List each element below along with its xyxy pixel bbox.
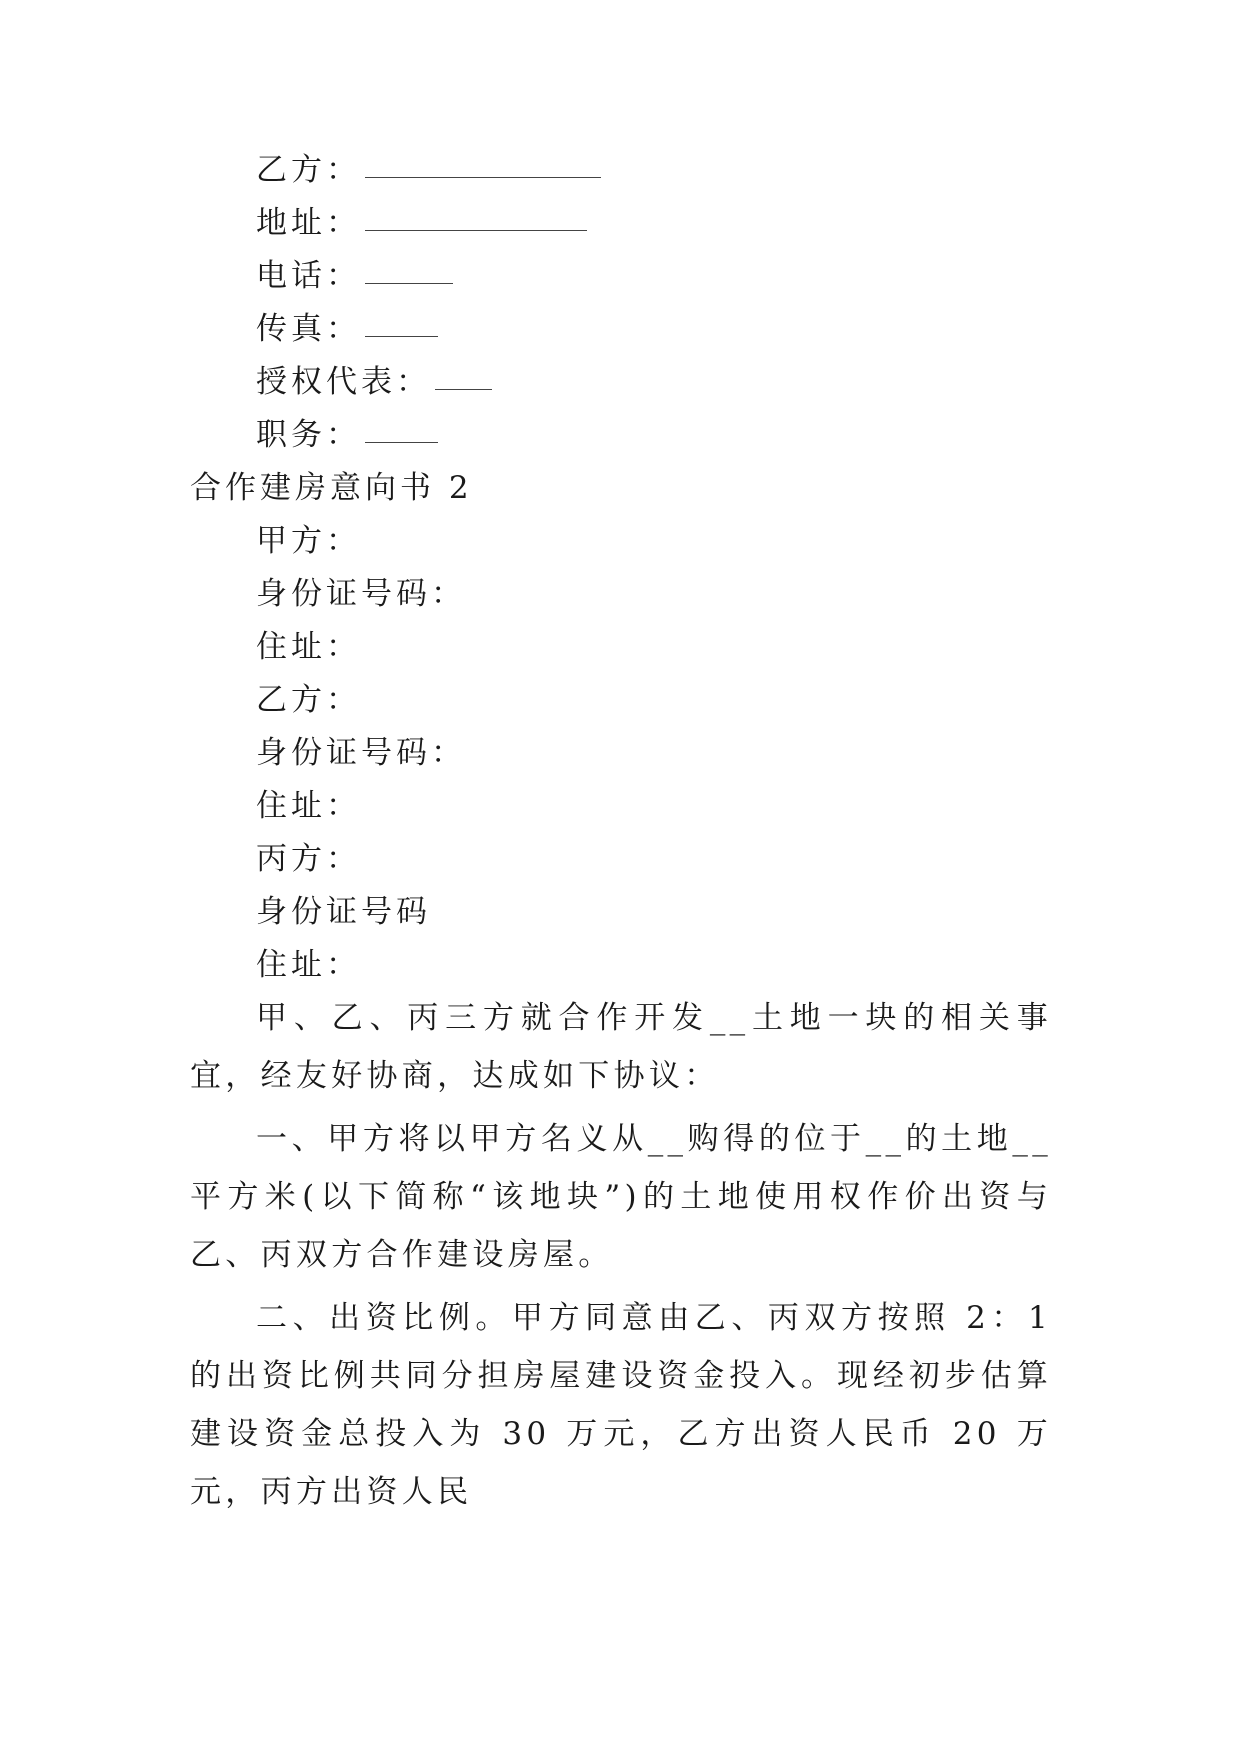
- authorized-rep-line: [256, 362, 492, 402]
- clause-2-paragraph: 二、出资比例。甲方同意由乙、丙双方按照 2：1 的出资比例共同分担房屋建设资金投入。现经初步估算建设资金总投入为 30 万元，乙方出资人民币 20 万元，丙方出资人民: [190, 1300, 1052, 1510]
- party-b-id-label: 身份证号码：: [256, 735, 466, 771]
- party-c-address-label: 住址：: [256, 947, 361, 983]
- position-line: [256, 415, 438, 455]
- position-blank: [365, 441, 438, 443]
- party-b-blank: [365, 176, 601, 178]
- party-a-address-label: 住址：: [256, 629, 361, 665]
- address-line: [256, 203, 587, 243]
- party-b-line: [256, 150, 601, 190]
- fax-blank: [365, 335, 438, 337]
- fax-label: 传真：: [256, 311, 361, 347]
- position-label: 职务：: [256, 417, 361, 453]
- phone-label: 电话：: [256, 258, 361, 294]
- address-label: 地址：: [256, 205, 361, 241]
- section-title: 合作建房意向书 2: [190, 470, 473, 506]
- party-a-label: 甲方：: [256, 523, 361, 559]
- party-b-address-label: 住址：: [256, 788, 361, 824]
- party-b-label-2: 乙方：: [256, 682, 361, 718]
- phone-line: [256, 256, 453, 296]
- fax-line: [256, 309, 438, 349]
- authorized-rep-label: 授权代表：: [256, 364, 431, 400]
- address-blank: [365, 229, 587, 231]
- party-c-id-label: 身份证号码: [256, 894, 431, 930]
- party-b-label: 乙方：: [256, 152, 361, 188]
- party-c-label: 丙方：: [256, 841, 361, 877]
- party-a-id-label: 身份证号码：: [256, 576, 466, 612]
- clause-1-paragraph: 一、甲方将以甲方名义从__购得的位于__的土地__平方米(以下简称“该地块”)的土地使用权作价出资与乙、丙双方合作建设房屋。: [190, 1121, 1052, 1273]
- intro-paragraph: 甲、乙、丙三方就合作开发__土地一块的相关事宜，经友好协商，达成如下协议：: [190, 1000, 1052, 1094]
- phone-blank: [365, 282, 453, 284]
- authorized-rep-blank: [435, 388, 492, 390]
